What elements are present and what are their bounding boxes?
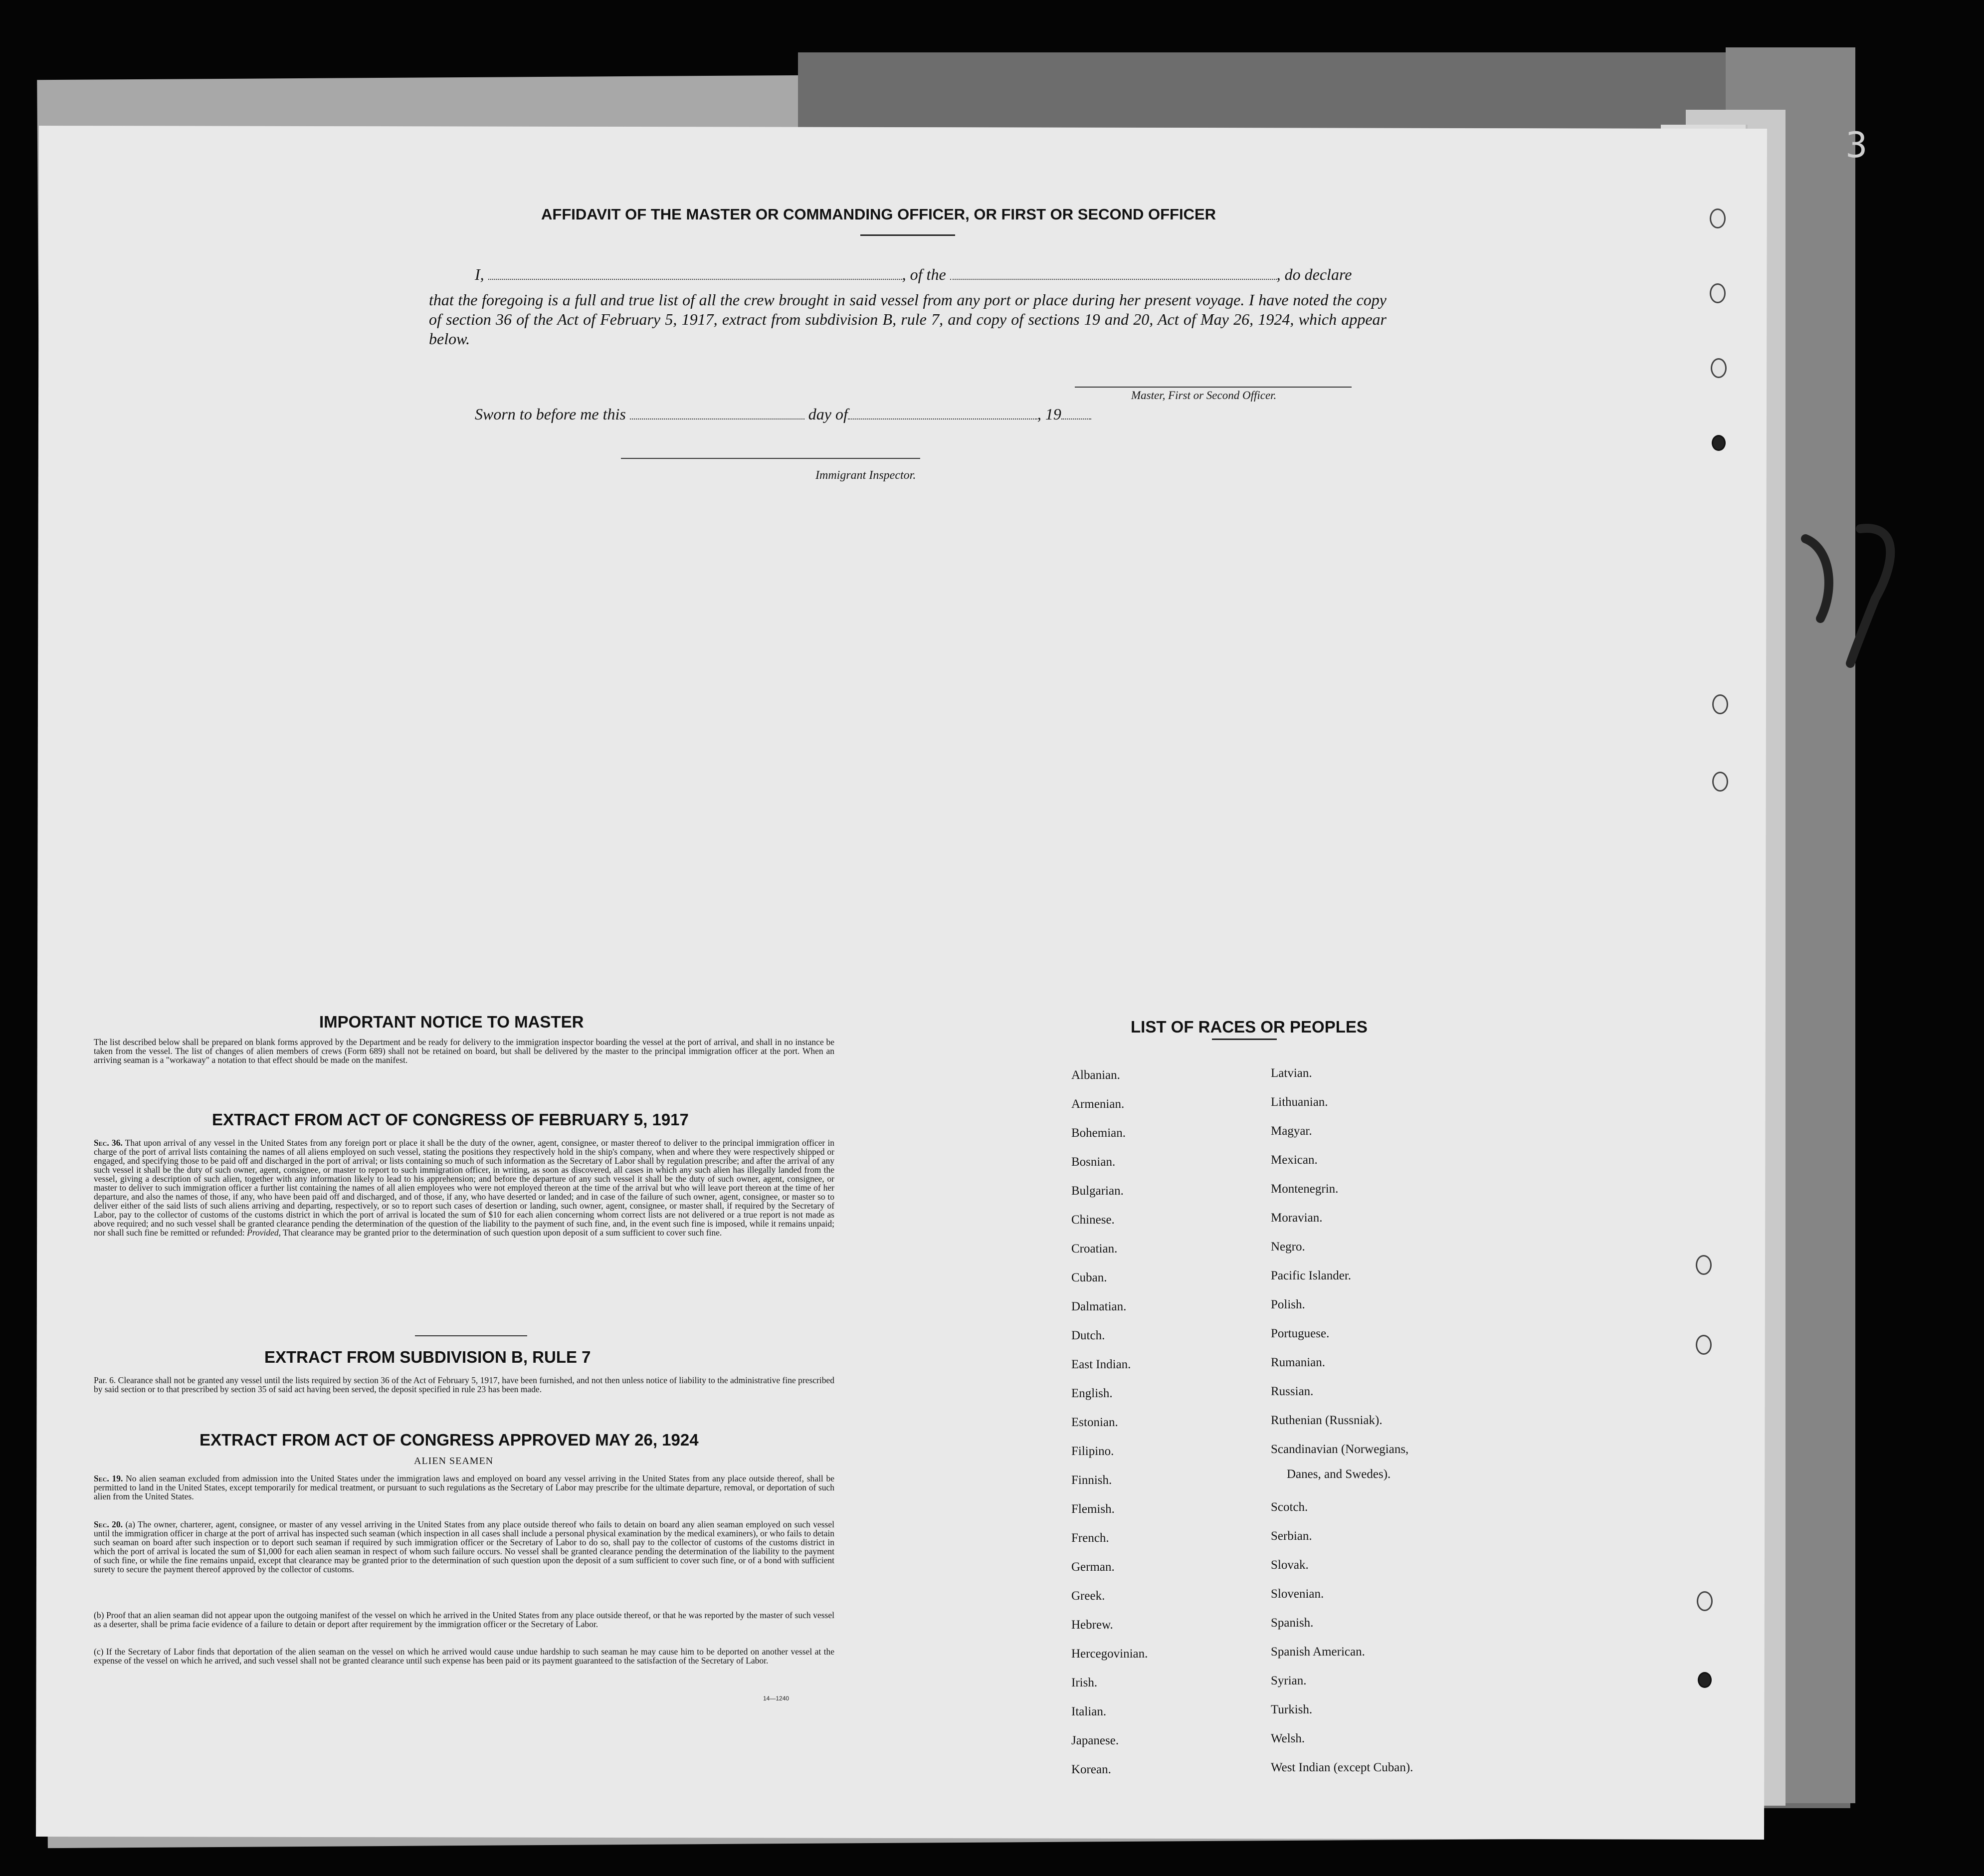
inspector-label: Immigrant Inspector. bbox=[815, 469, 916, 482]
notice-text: The list described below shall be prepared on blank forms approved by the Department and be ready for delivery to the immigration inspector boarding the vessel at the port of arrival, and shall in no instance be taken from the vessel. The list of changes of alien members of crews (Form 689) shall not be retained on board, but shall be delivered by the master to the principal immigration officer at the port. When an arriving seaman is a "workaway" a notation to that effect should be made on the manifest. bbox=[94, 1037, 834, 1065]
sworn-prefix: Sworn to before me this bbox=[475, 405, 626, 423]
sec-36-label: Sec. 36. bbox=[94, 1138, 123, 1148]
race-item: Hercegovinian. bbox=[1071, 1647, 1148, 1661]
race-item: Scandinavian (Norwegians, bbox=[1271, 1443, 1409, 1456]
sec-19-label: Sec. 19. bbox=[94, 1473, 123, 1483]
form-page bbox=[36, 126, 1767, 1840]
sec-20c-paragraph: (c) If the Secretary of Labor finds that deportation of the alien seaman on the vessel on which he arrived would cause undue hardship to such seaman he may cause him to be deported on another vessel at the expense of the vessel on which he arrived, and such vessel shall not be granted clearance until such expense has been paid or its payment guaranteed to the satisfaction of the Secretary of Labor. bbox=[94, 1647, 834, 1666]
races-title: LIST OF RACES OR PEOPLES bbox=[1131, 1018, 1368, 1036]
affidavit-name-line bbox=[475, 265, 1352, 284]
punch-hole bbox=[1710, 283, 1726, 303]
race-item: Syrian. bbox=[1271, 1674, 1307, 1687]
affidavit-declare: , do declare bbox=[1276, 265, 1352, 283]
handwritten-mark-icon bbox=[1800, 519, 1905, 668]
vessel-name-field[interactable] bbox=[950, 279, 1277, 280]
race-item: Spanish American. bbox=[1271, 1645, 1365, 1659]
corner-page-mark: 3 bbox=[1845, 125, 1868, 166]
race-item: Korean. bbox=[1071, 1763, 1111, 1776]
punch-hole bbox=[1697, 1591, 1713, 1611]
race-item: Lithuanian. bbox=[1271, 1095, 1328, 1109]
race-item: Pacific Islander. bbox=[1271, 1269, 1352, 1282]
sec-20a-paragraph bbox=[94, 1520, 834, 1574]
race-item: Dalmatian. bbox=[1071, 1300, 1127, 1313]
race-item: French. bbox=[1071, 1531, 1109, 1545]
sec-20a-text: (a) The owner, charterer, agent, consignee, or master of any vessel arriving in the United States from any place outside thereof who fails to detain on board any alien seaman employed on such vessel until the immigration officer in charge at the port of arrival has inspected such seaman (which inspection in all cases shall include a personal physical examination by the medical examiners), or who fails to detain such seaman on board after such inspection or to deport such seaman if required by such immigration officer or the Secretary of Labor to do so, shall pay to the collector of customs of the customs district in which the port of arrival is located the sum of $1,000 for each alien seaman in respect of whom such failure occurs. No vessel shall be granted clearance pending the determination of the liability to the payment of such fine, or while the fine remains unpaid, except that clearance may be granted prior to the determination of such question upon the deposit of a sum sufficient to cover such fine, or of a bond with sufficient surety to secure the payment thereof approved by the collector of customs. bbox=[94, 1519, 834, 1574]
race-item: Cuban. bbox=[1071, 1271, 1107, 1284]
sec-19-paragraph bbox=[94, 1474, 834, 1501]
extract-1917-title: EXTRACT FROM ACT OF CONGRESS OF FEBRUARY 5, 1917 bbox=[212, 1110, 689, 1129]
race-item: Armenian. bbox=[1071, 1097, 1125, 1111]
signature-line[interactable] bbox=[1075, 387, 1352, 388]
race-item: Bulgarian. bbox=[1071, 1184, 1124, 1198]
race-item: Portuguese. bbox=[1271, 1327, 1330, 1340]
race-item: Greek. bbox=[1071, 1589, 1105, 1603]
race-item: Turkish. bbox=[1271, 1703, 1313, 1716]
race-item: German. bbox=[1071, 1560, 1115, 1574]
alien-seamen-subtitle: ALIEN SEAMEN bbox=[414, 1456, 494, 1466]
notice-title: IMPORTANT NOTICE TO MASTER bbox=[319, 1013, 584, 1031]
race-item: Scotch. bbox=[1271, 1500, 1308, 1514]
punch-hole bbox=[1712, 772, 1728, 792]
extract-1924-title: EXTRACT FROM ACT OF CONGRESS APPROVED MAY 26, 1924 bbox=[199, 1431, 699, 1449]
race-item: Welsh. bbox=[1271, 1732, 1305, 1745]
race-item: Latvian. bbox=[1271, 1066, 1312, 1080]
inspector-signature-line[interactable] bbox=[621, 458, 920, 459]
race-item: Polish. bbox=[1271, 1298, 1305, 1311]
race-item: West Indian (except Cuban). bbox=[1271, 1761, 1413, 1774]
race-item: Montenegrin. bbox=[1271, 1182, 1339, 1196]
race-item: Filipino. bbox=[1071, 1445, 1114, 1458]
race-item: Croatian. bbox=[1071, 1242, 1118, 1255]
race-item: Russian. bbox=[1271, 1385, 1314, 1398]
signature-label: Master, First or Second Officer. bbox=[1131, 389, 1277, 402]
race-item: Finnish. bbox=[1071, 1473, 1112, 1487]
sec-19-text: No alien seaman excluded from admission into the United States under the immigration laws and employed on board any vessel arriving in the United States from any place outside thereof, shall be permitted to land in the United States, except temporarily for medical treatment, or pursuant to such regulations as the Secretary of Labor may prescribe for the ultimate departure, removal, or deportation of such alien from the United States. bbox=[94, 1473, 835, 1501]
affidavit-of-the: , of the bbox=[902, 265, 946, 283]
sec-20b-paragraph: (b) Proof that an alien seaman did not appear upon the outgoing manifest of the vessel on which he arrived in the United States from any place outside thereof, or that he was reported by the master of such vessel as a deserter, shall be prima facie evidence of a failure to detain or deport after requirement by the immigration officer or the Secretary of Labor. bbox=[94, 1610, 834, 1629]
race-item: Albanian. bbox=[1071, 1068, 1120, 1082]
section-divider bbox=[415, 1335, 527, 1336]
punch-hole bbox=[1698, 1672, 1712, 1688]
affidavit-statement: that the foregoing is a full and true list of all the crew brought in said vessel from any port or place during her present voyage. I have noted the copy of section 36 of the Act of February 5, 1917, extract from subdivision B, rule 7, and copy of sections 19 and 20, Act of May 26, 1924, which appear below. bbox=[429, 291, 1387, 348]
race-item: Hebrew. bbox=[1071, 1618, 1113, 1632]
race-item: English. bbox=[1071, 1387, 1113, 1400]
extract-rule7-text: Par. 6. Clearance shall not be granted any vessel until the lists required by section 36 of the Act of February 5, 1917, have been furnished, and not then unless notice of liability to the administrative fine prescribed by said section or to that prescribed by section 35 of said act having been served, the deposit specified in rule 23 has been made. bbox=[94, 1375, 834, 1394]
master-name-field[interactable] bbox=[488, 279, 902, 280]
sworn-month-field[interactable] bbox=[848, 418, 1037, 419]
race-item: Flemish. bbox=[1071, 1502, 1115, 1516]
proviso-text: That clearance may be granted prior to the determination of such question upon deposit of a sum sufficient to cover such fine. bbox=[283, 1228, 722, 1238]
sworn-year-field[interactable] bbox=[1061, 418, 1091, 419]
race-item: Rumanian. bbox=[1271, 1356, 1326, 1369]
affidavit-title: AFFIDAVIT OF THE MASTER OR COMMANDING OFFICER, OR FIRST OR SECOND OFFICER bbox=[541, 206, 1216, 223]
sworn-year: , 19 bbox=[1037, 405, 1061, 423]
extract-rule7-title: EXTRACT FROM SUBDIVISION B, RULE 7 bbox=[264, 1348, 591, 1366]
sworn-day-of: day of bbox=[808, 405, 848, 423]
punch-hole bbox=[1696, 1335, 1712, 1355]
race-item: Chinese. bbox=[1071, 1213, 1115, 1227]
sworn-day-field[interactable] bbox=[630, 418, 804, 419]
race-item: Irish. bbox=[1071, 1676, 1098, 1689]
race-item: Slovak. bbox=[1271, 1558, 1309, 1572]
punch-hole bbox=[1711, 358, 1727, 378]
races-divider bbox=[1212, 1039, 1277, 1040]
punch-hole bbox=[1712, 435, 1726, 451]
race-item: Japanese. bbox=[1071, 1734, 1119, 1747]
extract-1917-body bbox=[94, 1138, 834, 1237]
sworn-line bbox=[475, 405, 1091, 423]
punch-hole bbox=[1696, 1255, 1712, 1275]
sec-36-text: That upon arrival of any vessel in the United States from any foreign port or place it shall be the duty of the owner, agent, consignee, or master thereof to deliver to the principal immigration officer in charge of the port of arrival lists containing the names of all aliens employed on such vessel, stating the positions they respectively hold in the ship's company, when and where they were respectively shipped or engaged, and specifying those to be paid off and discharged in the port of arrival; or lists containing so much of such information as the Secretary of Labor shall by regulation prescribe; and after the arrival of any such vessel it shall be the duty of such owner, agent, consignee, or master to report to such immigration officer, in writing, as soon as discovered, all cases in which any such alien has illegally landed from the vessel, giving a description of such alien, together with any information likely to lead to his apprehension; and before the departure of any such vessel it shall be the duty of such owner, agent, consignee, or master to deliver to such immigration officer a further list containing the names of all alien employees who were not employed thereon at the time of the arrival but who will leave port thereon at the time of her departure, and also the names of those, if any, who have been paid off and discharged, and of those, if any, who have deserted or landed; and in case of the failure of such owner, agent, consignee, or master so to deliver either of the said lists of such aliens arriving and departing, respectively, or so to report such cases of desertion or landing, such owner, agent, consignee, or master shall, if required by the Secretary of Labor, pay to the collector of customs of the customs district in which the port of arrival is located the sum of $10 for each alien concerning whom correct lists are not delivered or a true report is not made as above required; and no such vessel shall be granted clearance pending the determination of the question of the liability to the payment of such fine, and, in the event such fine is imposed, while it remains unpaid; nor shall such fine be remitted or refunded: bbox=[94, 1138, 835, 1238]
title-divider bbox=[860, 234, 955, 236]
race-item: Spanish. bbox=[1271, 1616, 1314, 1630]
race-item: East Indian. bbox=[1071, 1358, 1131, 1371]
race-item: Moravian. bbox=[1271, 1211, 1323, 1225]
race-item-continuation: Danes, and Swedes). bbox=[1287, 1467, 1391, 1481]
race-item: Magyar. bbox=[1271, 1124, 1312, 1138]
proviso-label: Provided, bbox=[247, 1228, 281, 1238]
race-item: Slovenian. bbox=[1271, 1587, 1324, 1601]
sec-20-label: Sec. 20. bbox=[94, 1519, 123, 1529]
race-item: Italian. bbox=[1071, 1705, 1107, 1718]
punch-hole bbox=[1712, 694, 1728, 714]
punch-hole bbox=[1710, 208, 1726, 228]
race-item: Ruthenian (Russniak). bbox=[1271, 1414, 1383, 1427]
race-item: Serbian. bbox=[1271, 1529, 1312, 1543]
race-item: Bosnian. bbox=[1071, 1155, 1116, 1169]
affidavit-i: I, bbox=[475, 265, 484, 283]
race-item: Estonian. bbox=[1071, 1416, 1118, 1429]
form-number: 14—1240 bbox=[763, 1695, 790, 1702]
race-item: Dutch. bbox=[1071, 1329, 1105, 1342]
race-item: Mexican. bbox=[1271, 1153, 1318, 1167]
race-item: Bohemian. bbox=[1071, 1126, 1126, 1140]
race-item: Negro. bbox=[1271, 1240, 1305, 1253]
